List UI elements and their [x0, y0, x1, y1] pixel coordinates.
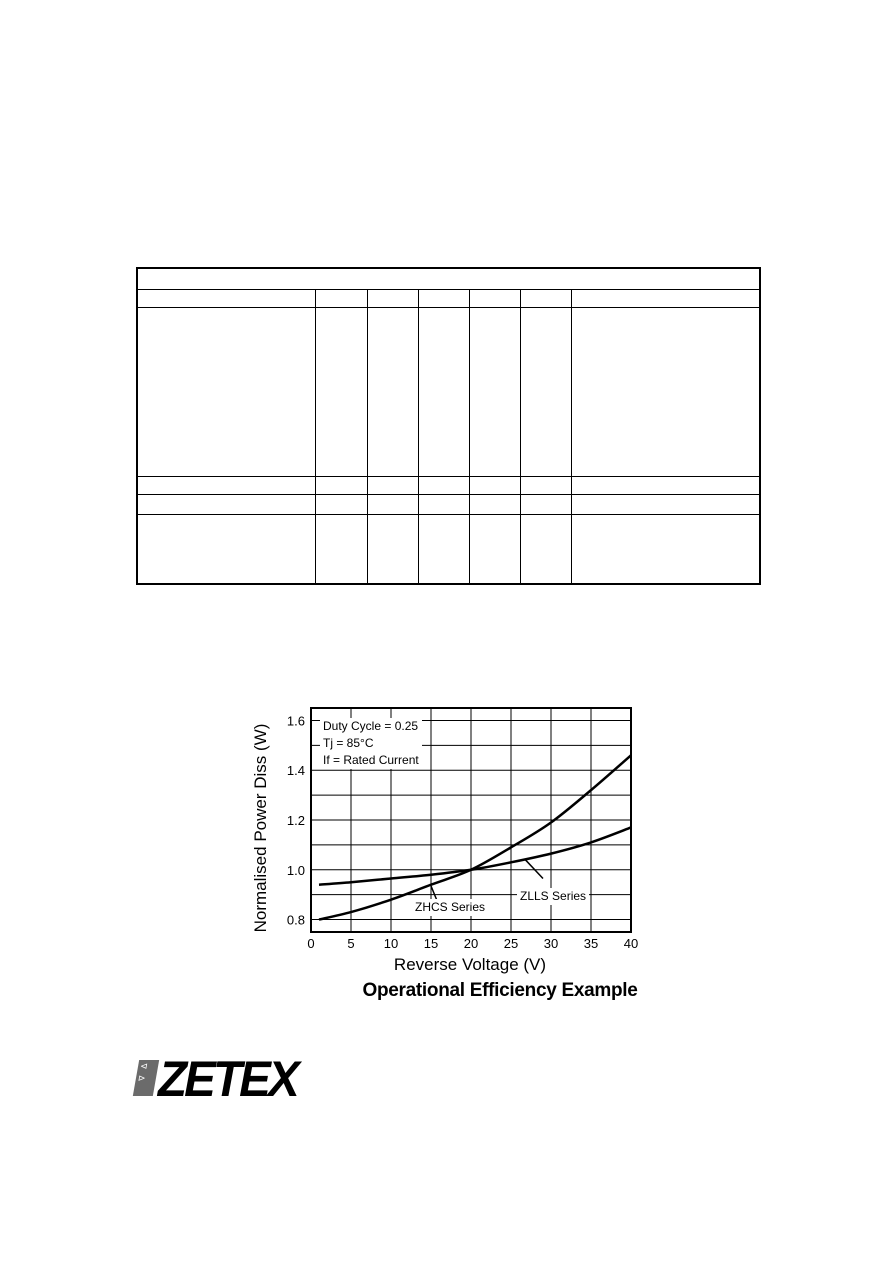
chart-title: Operational Efficiency Example — [362, 980, 638, 1001]
table-col-line — [571, 289, 572, 583]
x-axis-label: Reverse Voltage (V) — [393, 955, 547, 974]
chart-svg — [240, 700, 660, 960]
table-row-line — [138, 289, 759, 290]
y-axis-label: Normalised Power Diss (W) — [251, 723, 270, 933]
table-row-line — [138, 476, 759, 477]
annotation-line-duty: Duty Cycle = 0.25 — [323, 719, 419, 733]
x-tick-label: 35 — [583, 936, 599, 951]
x-tick-label: 5 — [347, 936, 355, 951]
y-tick-label: 1.2 — [286, 813, 305, 828]
empty-table — [136, 267, 761, 585]
table-row-line — [138, 494, 759, 495]
table-col-line — [520, 289, 521, 583]
table-col-line — [367, 289, 368, 583]
table-col-line — [418, 289, 419, 583]
zetex-logo — [136, 1051, 297, 1107]
x-tick-label: 40 — [623, 936, 639, 951]
x-tick-label: 10 — [383, 936, 399, 951]
x-tick-label: 25 — [503, 936, 519, 951]
y-tick-label: 1.0 — [286, 862, 305, 878]
y-tick-label: 0.8 — [286, 912, 305, 928]
series-label-zhcs: ZHCS Series — [412, 899, 488, 916]
chart — [240, 700, 660, 1020]
table-col-line — [469, 289, 470, 583]
chart-annotation — [320, 718, 422, 769]
x-tick-label: 0 — [307, 936, 315, 951]
leader-line-zhcs — [431, 886, 437, 900]
y-tick-label: 1.6 — [286, 713, 305, 729]
y-tick-label: 1.4 — [286, 763, 305, 779]
leader-line-zlls — [525, 860, 543, 879]
series-line-zlls — [319, 827, 631, 884]
annotation-line-if: If = Rated Current — [323, 753, 419, 767]
zetex-logo-wordmark: ZETEX — [158, 1051, 297, 1107]
x-tick-label: 30 — [543, 936, 559, 951]
table-col-line — [315, 289, 316, 583]
annotation-line-tj: Tj = 85°C — [323, 736, 374, 750]
table-row-line — [138, 307, 759, 308]
table-row-line — [138, 514, 759, 515]
x-tick-label: 15 — [423, 936, 439, 951]
zetex-logo-mark-icon: ⊲ ⊳ — [133, 1060, 159, 1096]
series-label-zlls: ZLLS Series — [517, 888, 589, 905]
x-tick-label: 20 — [463, 936, 479, 951]
